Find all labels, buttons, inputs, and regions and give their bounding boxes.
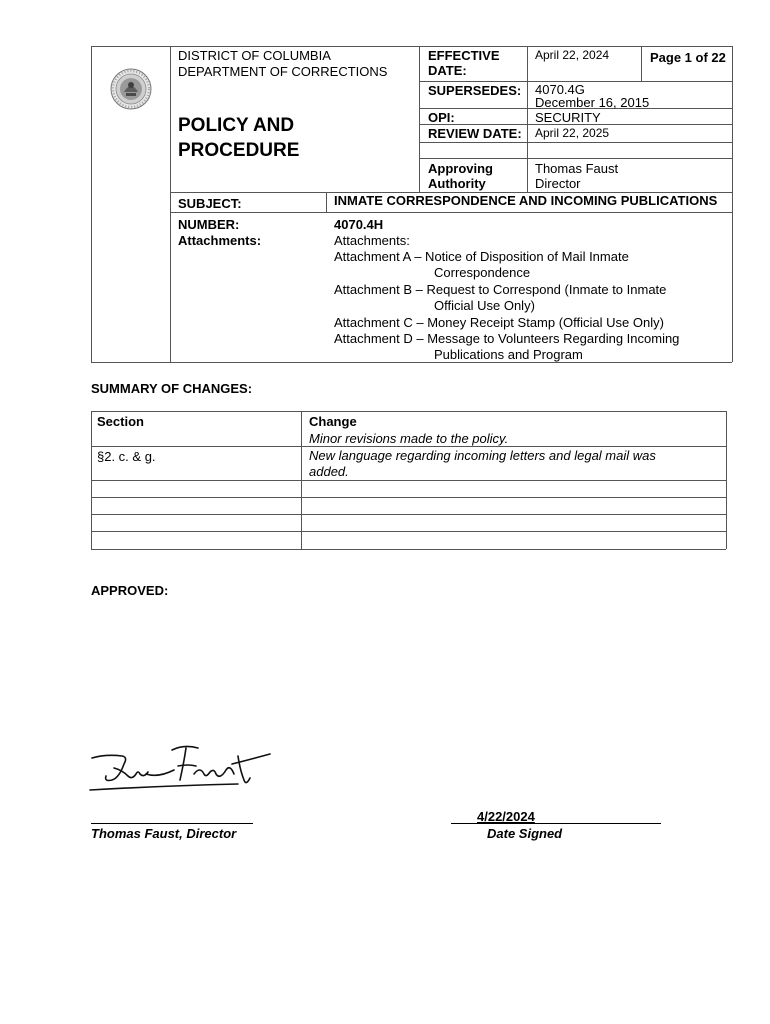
subject-label: SUBJECT:: [178, 196, 242, 211]
doc-type-line2: PROCEDURE: [178, 140, 300, 161]
org-name-line1: DISTRICT OF COLUMBIA: [178, 48, 331, 63]
subject-value: INMATE CORRESPONDENCE AND INCOMING PUBLICATIONS: [334, 193, 718, 208]
change-row-1-line2: added.: [309, 464, 349, 479]
change-row-0: Minor revisions made to the policy.: [309, 431, 509, 446]
supersedes-value-2: December 16, 2015: [535, 95, 650, 110]
summary-heading: SUMMARY OF CHANGES:: [91, 381, 253, 396]
org-name-line2: DEPARTMENT OF CORRECTIONS: [178, 64, 388, 79]
supersedes-label: SUPERSEDES:: [428, 83, 522, 98]
signer-name: Thomas Faust, Director: [91, 826, 237, 841]
review-date-value: April 22, 2025: [535, 126, 610, 140]
date-signed-value: 4/22/2024: [477, 809, 535, 824]
approving-label-1: Approving: [428, 161, 493, 176]
approving-value-2: Director: [535, 176, 581, 191]
date-signed-label: Date Signed: [487, 826, 563, 841]
opi-value: SECURITY: [535, 110, 601, 125]
approving-label-2: Authority: [428, 176, 486, 191]
effective-date-label-1: EFFECTIVE: [428, 48, 500, 63]
doc-type-line1: POLICY AND: [178, 115, 295, 136]
opi-label: OPI:: [428, 110, 455, 125]
attachment-d-line1: Attachment D – Message to Volunteers Regarding Incoming: [334, 331, 680, 346]
section-row-1: §2. c. & g.: [97, 449, 156, 464]
approving-value-1: Thomas Faust: [535, 161, 619, 176]
attachment-c-line1: Attachment C – Money Receipt Stamp (Official Use Only): [334, 315, 664, 330]
review-date-label: REVIEW DATE:: [428, 126, 522, 141]
attachment-a-line1: Attachment A – Notice of Disposition of Mail Inmate: [334, 249, 629, 264]
attachments-heading: Attachments:: [334, 233, 410, 248]
effective-date-value: April 22, 2024: [535, 48, 610, 62]
approved-heading: APPROVED:: [91, 583, 169, 598]
change-row-1-line1: New language regarding incoming letters and legal mail was: [309, 448, 656, 463]
effective-date-label-2: DATE:: [428, 63, 467, 78]
attachment-b-line1: Attachment B – Request to Correspond (Inmate to Inmate: [334, 282, 667, 297]
director-signature: [88, 740, 273, 800]
attachments-label: Attachments:: [178, 233, 262, 248]
dc-doc-seal: [110, 68, 152, 110]
attachment-b-line2: Official Use Only): [434, 298, 535, 313]
col-header-change: Change: [309, 414, 357, 429]
col-header-section: Section: [97, 414, 144, 429]
number-value: 4070.4H: [334, 217, 384, 232]
number-label: NUMBER:: [178, 217, 240, 232]
attachment-d-line2: Publications and Program: [434, 347, 583, 362]
page-indicator: Page 1 of 22: [650, 50, 726, 65]
attachment-a-line2: Correspondence: [434, 265, 531, 280]
supersedes-value-1: 4070.4G: [535, 82, 585, 97]
